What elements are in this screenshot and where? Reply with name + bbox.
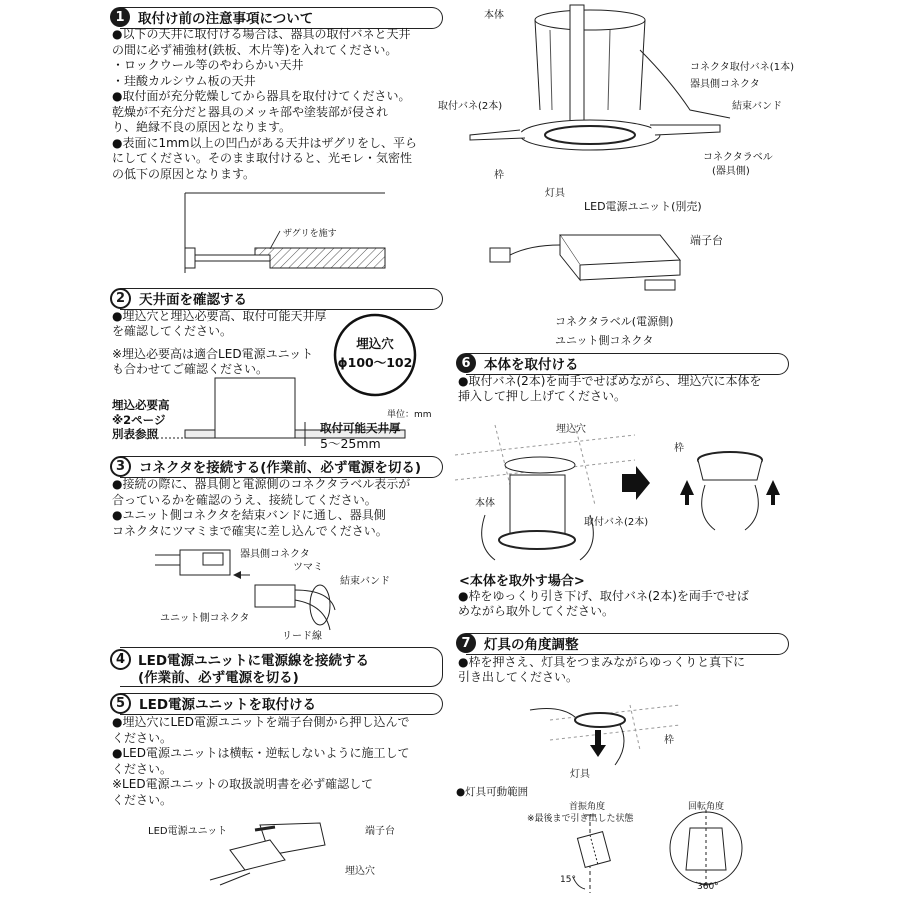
text-line: ・珪酸カルシウム板の天井 (112, 73, 256, 88)
text-line: ●接続の際に、器具側と電源側のコネクタラベル表示が (112, 477, 411, 491)
text-line: ※LED電源ユニットの取扱説明書を必ず確認して (112, 777, 374, 791)
section-7-title: 灯具の角度調整 (484, 637, 579, 653)
remove-diagram (675, 445, 785, 535)
label-unit-connector: ユニット側コネクタ (160, 613, 250, 624)
step-number-6: 6 (456, 353, 476, 373)
connector-diagram (155, 550, 385, 640)
label-fixture-connector: 器具側コネクタ (240, 549, 310, 560)
text-line: ●枠をゆっくり引き下げ、取付バネ(2本)を両手でせば (458, 589, 749, 603)
label-cable-tie: 結束バンド (340, 576, 390, 587)
section-3-title: コネクタを接続する(作業前、必ず電源を切る) (139, 460, 422, 476)
text-line: ●埋込穴と埋込必要高、取付可能天井厚 (112, 309, 327, 323)
label-lamp: 灯具 (545, 188, 565, 199)
section-4-title-line-2: (作業前、必ず電源を切る) (138, 670, 299, 686)
label-unit-label: コネクタラベル(電源側) (555, 315, 674, 328)
text-line: 埋込必要高 (112, 398, 170, 412)
rotation-label: 回転角度 (688, 802, 725, 812)
label-connector-label-sub: (器具側) (712, 166, 750, 177)
label-hole: 埋込穴 (345, 866, 375, 877)
text-line: ●枠を押さえ、灯具をつまみながらゆっくりと真下に (458, 655, 746, 669)
section-6-title: 本体を取付ける (484, 357, 579, 373)
rotation-diagram (668, 810, 748, 890)
section-1-title: 取付け前の注意事項について (138, 11, 314, 27)
text-line: 乾燥が不充分だと器具のメッキ部や塗装部が侵され (112, 104, 389, 119)
text-line: にしてください。そのまま取付けると、光モレ・気密性 (112, 151, 413, 165)
section-6-header (456, 352, 579, 374)
label-knob: ツマミ (293, 562, 323, 573)
unit-label: 単位：mm (387, 410, 432, 420)
label-lead-wire: リード線 (282, 631, 322, 642)
tilt-label: 首振角度 (569, 802, 606, 812)
label-led-unit-sold-separately: LED電源ユニット(別売) (584, 200, 702, 213)
tilt-angle: 15° (560, 875, 576, 885)
text-line: ください。 (112, 792, 173, 807)
section-5-header (110, 692, 316, 714)
text-line: の間に必ず補強材(鉄板、木片等)を入れてください。 (112, 42, 398, 57)
angle-adjust-diagram (530, 705, 680, 775)
text-line: コネクタにツマミまで確実に差し込んでください。 (112, 523, 388, 538)
label-cable-tie-2: 結束バンド (732, 101, 782, 112)
text-line: めながら取外してください。 (458, 604, 615, 618)
thickness-label: 取付可能天井厚 (320, 421, 401, 435)
section-7-header (456, 632, 579, 654)
text-line: ●表面に1mm以上の凹凸がある天井はザグリをし、平ら (112, 135, 418, 150)
thickness-value: 5〜25mm (320, 436, 381, 451)
text-line: り、絶縁不良の原因となります。 (112, 120, 292, 134)
label-frame-3: 枠 (664, 735, 674, 746)
text-line: 合っているかを確認のうえ、接続してください。 (112, 492, 377, 507)
step-number-1: 1 (110, 7, 130, 27)
tilt-note: ※最後まで引き出した状態 (527, 814, 634, 824)
text-line: ください。 (112, 761, 173, 776)
label-terminal-2: 端子台 (690, 234, 723, 247)
label-body: 本体 (484, 10, 504, 21)
label-body-2: 本体 (475, 498, 495, 509)
step-number-5: 5 (110, 693, 131, 714)
section-2-title: 天井面を確認する (139, 292, 247, 308)
label-frame-2: 枠 (674, 443, 684, 454)
label-frame: 枠 (494, 170, 504, 181)
text-line: を確認してください。 (112, 324, 233, 338)
text-line: ●取付面が充分乾燥してから器具を取付けてください。 (112, 89, 411, 103)
step-number-3: 3 (110, 456, 131, 477)
label-mount-spring: 取付バネ(2本) (438, 101, 503, 112)
text-line: ください。 (112, 730, 173, 745)
step-number-4: 4 (110, 649, 131, 670)
label-terminal: 端子台 (365, 826, 395, 837)
next-arrow-icon (622, 466, 650, 500)
text-line: 挿入して押し上げてください。 (458, 389, 627, 403)
label-fixture-connector-2: 器具側コネクタ (690, 79, 760, 90)
label-connector-spring: コネクタ取付バネ(1本) (690, 62, 794, 73)
text-line: ※埋込必要高は適合LED電源ユニット (112, 347, 314, 361)
step-number-2: 2 (110, 288, 131, 309)
remove-title: <本体を取外す場合> (459, 574, 585, 589)
text-line: ・ロックウール等のやわらかい天井 (112, 58, 304, 72)
step-number-7: 7 (456, 633, 476, 653)
section-4-header (110, 647, 440, 687)
text-line: ●ユニット側コネクタを結束バンドに通し、器具側 (112, 508, 386, 522)
zaguri-label: ザグリを施す (283, 229, 337, 239)
label-lamp-2: 灯具 (570, 769, 590, 780)
text-line: 引き出してください。 (458, 670, 579, 684)
label-hole-2: 埋込穴 (556, 424, 586, 435)
label-spring: 取付バネ(2本) (584, 517, 649, 528)
text-line: ●取付バネ(2本)を両手でせばめながら、埋込穴に本体を (458, 374, 762, 388)
text-line: 別表参照 (112, 427, 158, 441)
section-5-title: LED電源ユニットを取付ける (139, 697, 316, 713)
text-line: の低下の原因となります。 (112, 166, 256, 181)
section-3-header (110, 455, 421, 477)
text-line: ※2ページ (112, 412, 166, 427)
hole-size: ϕ100〜102 (337, 355, 413, 370)
label-led-unit: LED電源ユニット (148, 826, 228, 837)
label-connector-label: コネクタラベル (703, 152, 773, 163)
text-line: ●埋込穴にLED電源ユニットを端子台側から押し込んで (112, 715, 410, 729)
range-title: ●灯具可動範囲 (456, 786, 529, 798)
rotation-angle: 360° (697, 882, 719, 892)
text-line: も合わせてご確認ください。 (112, 362, 269, 376)
section-1-header (110, 6, 313, 28)
section-4-title-line-1: LED電源ユニットに電源線を接続する (138, 653, 369, 669)
text-line: ●以下の天井に取付ける場合は、器具の取付バネと天井 (112, 27, 411, 41)
text-line: ●LED電源ユニットは横転・逆転しないように施工して (112, 746, 410, 760)
fixture-diagram (500, 0, 730, 190)
label-unit-connector-2: ユニット側コネクタ (555, 334, 654, 347)
section-2-header (110, 287, 247, 309)
hole-label: 埋込穴 (356, 336, 394, 351)
